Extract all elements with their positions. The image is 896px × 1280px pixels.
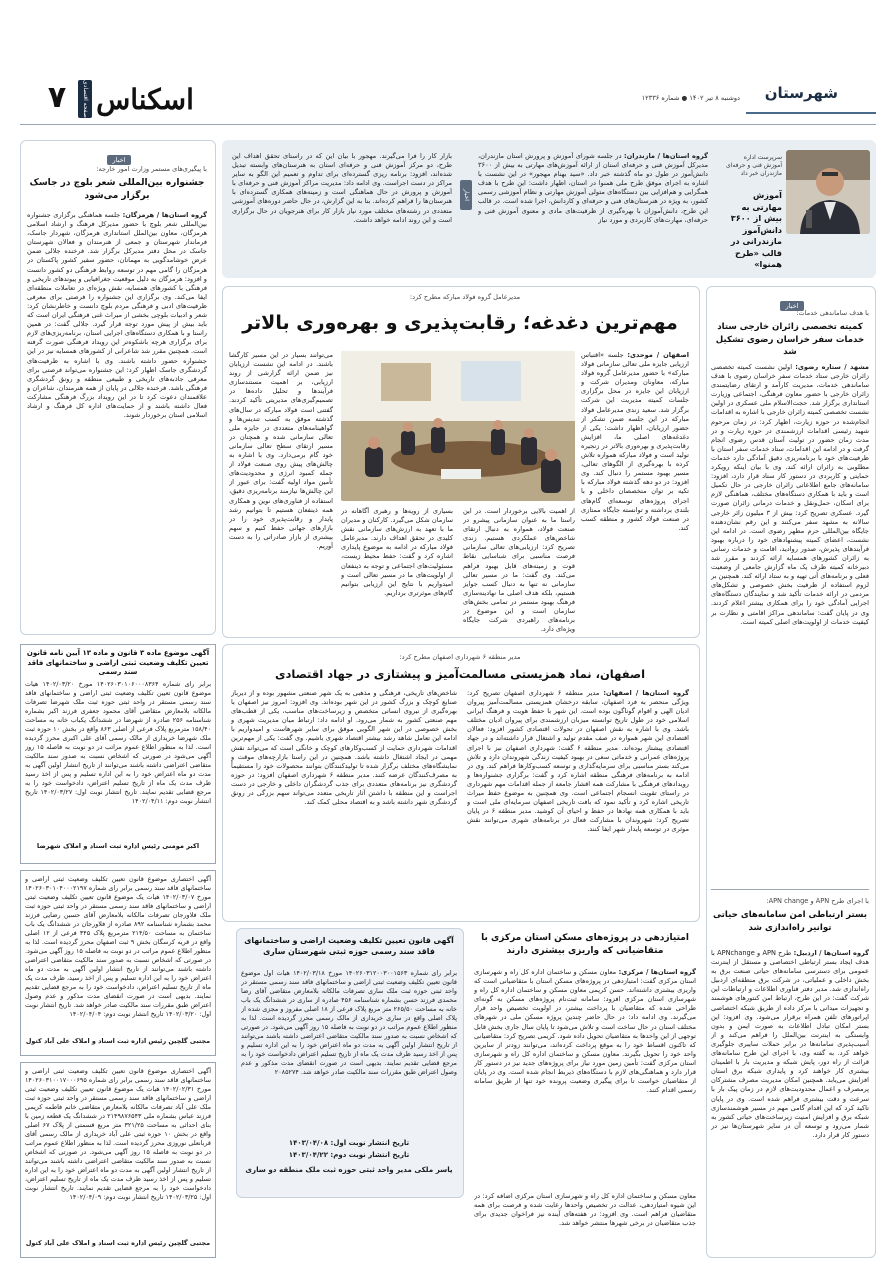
right-sidebar-tag: اخبار: [780, 301, 805, 311]
masthead-divider: [20, 124, 876, 125]
top-story-col1: [478, 152, 708, 270]
ad-falavarjan: [20, 870, 216, 1056]
left-sidebar-tag: اخبار: [107, 155, 132, 165]
top-story-col2: بازار کار را فرا می‌گیرند. مهجور با بیان این که در راستای تحقق اهداف این طرح، دو مرکز آموزش فنی و حرفه‌ای استان به هنرستان‌های وابسته تبدیل شده‌اند، افزود: برنامه ریزی گسترده‌ای برای تداوم و تعمیم این الگو به سایر مراکز در دست اجراست. وی ادامه داد: مدیریت مراکز آموزش فنی و حرفه‌ای با آموزش و پرورش در حال هماهنگی است و زمینه‌های همکاری گسترده‌ای با هنرستان‌ها را فراهم کرده‌اند. بنا به این گزارش، در حال حاضر دوره‌های آموزشی متعددی در رشته‌های مختلف مورد نیاز بازار کار برای هنرجویان در حال برگزاری است و این روند ادامه خواهد داشت.: [232, 152, 452, 224]
left-sidebar-source: گروه استان‌ها / هرمزگان:: [122, 211, 207, 219]
top-story-body1: در جلسه شورای آموزش و پرورش استان مازندران، مدیرکل آموزش فنی و حرفه‌ای استان از ارائه آموزش‌های مهارتی به بیش از ۳۶۰۰ دانش‌آموز در طول دو ماه گذشته خبر داد. «سید بهنام مهجور» در این نشست با اشاره به اجرای موفق طرح ملی همنوا در استان، اظهار داشت: این طرح با هدف همگرایی و هم‌افزایی بین دستگاه‌های متولی آموزش مهارتی و نظام آموزشی رسمی کشور، به ویژه در هنرستان‌های فنی و حرفه‌ای و کاردانش، اجرا شده است. در قالب این طرح، دانش‌آموزان با بهره‌گیری از ظرفیت‌های مادی و معنوی آموزش فنی و حرفه‌ای، مهارت‌های کاربردی و مورد نیاز: [478, 152, 708, 224]
ad-sari: [236, 928, 464, 1198]
mid-story-text1: مدیر منطقه ۶ شهرداری اصفهان تصریح کرد: ویژگی منحصر به فرد اصفهان، سابقه درخشان همزیستی مسالمت‌آمیز پیروان ادیان الهی و اقوام گوناگون بوده است. این شهر با حفظ هویت و فرهنگ ایرانی اسلامی خود در طول تاریخ توانسته میزبان ارزشمندی برای پیروان ادیان مختلف باشد. وی با اشاره به نقش اصفهان در تحولات اقتصادی کشور افزود: فعالان اقتصادی این شهر همواره در صف مقدم تولید و اشتغال قرار داشته‌اند و در جهاد اقتصادی پیشتاز بوده‌اند. مدیر منطقه ۶ گفت: شهرداری اصفهان نیز با اجرای پروژه‌های عمرانی و خدماتی سعی در بهبود کیفیت زندگی شهروندان دارد و تلاش می‌کند بستر مناسبی برای سرمایه‌گذاری و توسعه کسب‌وکارها فراهم کند. وی در ادامه به برنامه‌های فرهنگی منطقه اشاره کرد و گفت: برگزاری جشنواره‌ها و رویدادهای فرهنگی با مشارکت همه اقشار جامعه از جمله اقدامات مهم شهرداری در راستای تقویت انسجام اجتماعی است. وی همچنین به موضوع حفظ میراث تاریخی اشاره کرد و تأکید نمود که بافت تاریخی اصفهان سرمایه‌ای ملی است و باید با همکاری همه نهادها در حفظ و احیای آن کوشید. مدیر منطقه ۶ در پایان تصریح کرد: شهروندان با مشارکت فعال در برنامه‌های شهری می‌توانند نقش موثری در توسعه پایدار شهر ایفا کنند.: [467, 689, 689, 834]
ad-shahreza-body: برابر رای شماره ۱۴۰۲۶۰۳۰۱۰۶۰۰۰۸۳۶۴ مورخ ۱۴۰۲/۰۳/۲۰ هیات موضوع قانون تعیین تکلیف وضعیت ثبتی اراضی و ساختمانهای فاقد سند رسمی مستقر در واحد ثبتی حوزه ثبت ملک شهرضا تصرفات مالکانه بلامعارض متقاضی آقای محمود جعفری فرزند اکبر بشماره شناسنامه ۲۵۶ صادره از شهرضا در ششدانگ یکباب خانه به مساحت ۱۵۸/۴۰ مترمربع پلاک فرعی از اصلی ۸۶۳ واقع در بخش ۱۰ حوزه ثبت ملک شهرضا خریداری از مالک رسمی آقای علی اکبری محرز گردیده است. لذا به منظور اطلاع عموم مراتب در دو نوبت به فاصله ۱۵ روز آگهی می‌شود در صورتی که اشخاص نسبت به صدور سند مالکیت متقاضی اعتراضی داشته باشند می‌توانند از تاریخ انتشار اولین آگهی به مدت دو ماه اعتراض خود را به این اداره تسلیم و پس از اخذ رسید ظرف مدت یک ماه از تاریخ تسلیم اعتراض، دادخواست خود را به مرجع قضایی تقدیم نمایند. تاریخ انتشار نوبت اول: ۱۴۰۲/۰۳/۲۷ تاریخ انتشار نوبت دوم: ۱۴۰۲/۰۴/۱۱: [25, 679, 211, 805]
right-sidebar-headline: کمیته تخصصی زائران خارجی ستاد خدمات سفر خراسان رضوی تشکیل شد: [715, 322, 865, 357]
main-story: [222, 286, 700, 638]
ad-sari-date1: تاریخ انتشار نوبت اول: ۱۴۰۳/۰۴/۰۸: [288, 1139, 410, 1147]
ad-shahreza-title: آگهی موضوع ماده ۳ قانون و ماده ۱۳ آیین نامه قانون تعیین تکلیف وضعیت ثبتی اراضی و ساختمانهای فاقد سند رسمی: [26, 649, 210, 676]
right-sidebar-source2: گروه استان‌ها / اردبیل:: [793, 949, 869, 957]
right-sidebar-body: [711, 363, 869, 883]
housing-body: [474, 968, 696, 1188]
mid-story-source: گروه استان‌ها / اصفهان:: [603, 689, 689, 697]
housing-text: معاون مسکن و ساختمان اداره کل راه و شهرسازی استان مرکزی گفت: امتیازدهی در پروژه‌های مسکن استان با متقاضیانی است که واریزی بیشتری داشته‌اند. حسن کریمی معاون مسکن و ساختمان اداره کل راه و شهرسازی استان مرکزی افزود: سامانه ثبت‌نام پروژه‌های مسکن به گونه‌ای طراحی شده که متقاضیان با پرداخت بیشتر، در اولویت تخصیص واحد قرار می‌گیرند. وی ادامه داد: در حال حاضر چندین پروژه مسکن ملی در شهرهای مختلف استان در حال ساخت است و تلاش می‌شود تا پایان سال جاری بخش قابل توجهی از این واحدها به متقاضیان تحویل داده شود. کریمی تصریح کرد: متقاضیانی که تاکنون اقساط خود را به موقع پرداخت کرده‌اند، می‌توانند زودتر از سایرین واحد خود را تحویل بگیرند. معاون مسکن و ساختمان اداره کل راه و شهرسازی استان مرکزی گفت: تأمین زمین مورد نیاز برای پروژه‌های جدید نیز در دستور کار قرار دارد و هماهنگی‌های لازم با دستگاه‌های ذیربط انجام شده است. وی در پایان از متقاضیان خواست تا برای پیگیری وضعیت پرونده خود تنها از طریق سامانه رسمی اقدام کنند.: [474, 968, 696, 1095]
ad-shahreza-sign: اکبر مومنی رئیس اداره ثبت اسناد و املاک شهرضا: [36, 841, 200, 850]
top-story-source: گروه استان‌ها / مازندران:: [624, 152, 708, 160]
right-sidebar-kicker: با هدف ساماندهی خدمات:: [796, 309, 869, 317]
top-story-panel: [222, 140, 876, 278]
left-sidebar-tag-wrap: [21, 147, 217, 166]
right-sidebar-source: مشهد / ستاره رضوی:: [795, 363, 869, 371]
main-story-headline: مهم‌ترین دغدغه؛ رقابت‌پذیری و بهره‌وری بالاتر: [242, 312, 678, 334]
ad-sari-title: آگهی قانون تعیین تکلیف وضعیت اراضی و ساختمانهای فاقد سند رسمی حوزه ثبتی شهرستان ساری: [244, 936, 454, 956]
ad-sari-sign: یاسر ملکی مدیر واحد ثبتی حوزه ثبت ملک منطقه دو ساری: [245, 1165, 453, 1174]
ad-sari-body: برابر رای شماره ۱۴۰۲۶۰۳۱۲۰۰۳۰۰۱۵۶۳ مورخ ۱۴۰۲/۰۳/۱۸ هیات اول موضوع قانون تعیین تکلیف وضعیت ثبتی اراضی و ساختمانهای فاقد سند رسمی مستقر در واحد ثبتی حوزه ثبت ملک ساری تصرفات مالکانه بلامعارض متقاضی آقای رضا محمدی فرزند حسن بشماره شناسنامه ۴۵۶ صادره از ساری در ششدانگ یک باب خانه به مساحت ۲۶۵/۵۰ متر مربع پلاک فرعی از ۱۸ اصلی مفروز و مجزی شده از پلاک اصلی واقع در ساری خریداری از مالک رسمی محرز گردیده است. لذا به منظور اطلاع عموم مراتب در دو نوبت به فاصله ۱۵ روز آگهی می‌شود. در صورتی که اشخاص نسبت به صدور سند مالکیت متقاضی اعتراضی داشته باشند می‌توانند از تاریخ انتشار اولین آگهی به مدت دو ماه اعتراض خود را به این اداره تسلیم و پس از اخذ رسید ظرف مدت یک ماه از تاریخ تسلیم اعتراض دادخواست خود را به مرجع قضایی تقدیم نمایند. بدیهی است در صورت انقضای مدت مذکور و عدم وصول اعتراض طبق مقررات سند مالکیت صادر خواهد شد. ۲۰۸۵۲۷۴: [241, 969, 457, 1076]
housing-source: گروه استان‌ها / مرکزی:: [618, 968, 696, 976]
right-sidebar-kicker2: با اجرای طرح APN و APN change:: [766, 897, 869, 905]
ad-falavarjan-sign: مجتبی گلچین رئیس اداره ثبت اسناد و املاک علی آباد کتول: [25, 1037, 211, 1045]
ad-aliabad-body: آگهی اختصاری موضوع قانون تعیین تکلیف وضعیت ثبتی اراضی و ساختمانهای فاقد سند رسمی برابر رای شماره ۱۴۰۲۶۰۳۱۰۰۱۷۰۰۰۶۹۵ مورخ ۱۴۰۲/۰۲/۳۱ هیات یک موضوع قانون تعیین تکلیف وضعیت ثبتی اراضی و ساختمانهای فاقد سند رسمی مستقر در واحد ثبتی حوزه ثبت ملک علی آباد تصرفات مالکانه بلامعارض متقاضی خانم فاطمه کریمی فرزند عباس بشماره ملی ۲۱۴۹۸۷۶۵۴۳ در ششدانگ یک قطعه زمین با بنای احداثی به مساحت ۳۲۱/۲۵ متر مربع قسمتی از پلاک ۶۷ اصلی واقع در بخش ۱۰ حوزه ثبتی علی آباد خریداری از مالک رسمی آقای قربانعلی نوروزی محرز گردیده است. لذا به منظور اطلاع عموم مراتب در دو نوبت به فاصله ۱۵ روز آگهی می‌شود. در صورتی که اشخاص نسبت به صدور سند مالکیت متقاضی اعتراضی داشته باشند می‌توانند از تاریخ انتشار اولین آگهی به مدت دو ماه اعتراض خود را به این اداره تسلیم و پس از اخذ رسید ظرف مدت یک ماه از تاریخ تسلیم اعتراض، دادخواست خود را به مرجع قضایی تقدیم نمایند. تاریخ انتشار نوبت اول: ۱۴۰۲/۰۳/۲۵ تاریخ انتشار نوبت دوم: ۱۴۰۲/۰۴/۰۹: [25, 1067, 211, 1201]
logo-wordmark: اسکناس: [96, 83, 194, 116]
left-sidebar-headline: جشنواره بین‌المللی شعر بلوچ در جاسک برگزار می‌شود: [29, 178, 205, 201]
top-story-headline: آموزش مهارتی به بیش از ۳۶۰۰ دانش‌آموز مازندرانی در قالب «طرح همنوا»: [730, 190, 782, 269]
mid-story-headline: اصفهان، نماد همزیستی مسالمت‌آمیز و پیشتازی در جهاد اقتصادی: [274, 667, 646, 681]
right-sidebar-divider: [711, 889, 869, 890]
masthead: [20, 60, 876, 140]
right-sidebar-text2: طرح APN و APNchange با هدف ایجاد بستر ارتباطی اختصاصی و مستقل از اینترنت عمومی برای دسترسی سامانه‌های حیاتی صنعت برق به بخش داخلی و عملیاتی، در شرکت برق منطقه‌ای اردبیل راه‌اندازی شد. مدیر دفتر فناوری اطلاعات و ارتباطات این شرکت گفت: در این طرح، ارتباط امن کنتورهای هوشمند و تجهیزات میدانی با مرکز داده از طریق شبکه اختصاصی اپراتورهای تلفن همراه برقرار می‌شود. وی افزود: این بستر امکان تبادل اطلاعات به صورت ایمن و بدون وابستگی به اینترنت بین‌الملل را فراهم می‌کند و از آسیب‌پذیری سامانه‌ها در برابر حملات سایبری جلوگیری خواهد کرد. به گفته وی، با اجرای این طرح سامانه‌های قرائت از راه دور، پایش شبکه و مدیریت بار با اطمینان بیشتری کار خواهند کرد و پایداری شبکه برق استان افزایش می‌یابد. همچنین امکان مدیریت مصرف مشترکان پرمصرف و اعمال محدودیت‌های لازم در زمان پیک بار با سرعت و دقت بیشتری فراهم شده است. وی در پایان تاکید کرد که این اقدام گامی مهم در مسیر هوشمندسازی شبکه برق و افزایش امنیت زیرساخت‌های حیاتی کشور به شمار می‌رود و توسعه آن در سایر شهرستان‌ها نیز در دستور کار قرار دارد.: [711, 949, 869, 1139]
ad-aliabad: [20, 1062, 216, 1258]
page-number: ۷: [47, 80, 67, 115]
main-story-col-right: [581, 351, 689, 633]
section-title: شهرستان: [764, 84, 838, 102]
ad-shahreza: [20, 644, 216, 864]
main-story-col-left: می‌توانند بسیار در این مسیر کارگشا باشند. در ادامه این نشست ارزیابان نیز ضمن ارائه گزارشی از روند ارزیابی، بر اهمیت مستندسازی فرآیندها و تحلیل داده‌ها در تصمیم‌گیری‌های مدیریتی تأکید کردند. گفتنی است فولاد مبارکه در سال‌های گذشته موفق به کسب تندیس‌ها و گواهینامه‌های متعددی در جایزه ملی تعالی سازمانی شده و همچنان در مسیر ارتقای سطح تعالی سازمانی خود گام برمی‌دارد. وی با اشاره به چالش‌های پیش روی صنعت فولاد از جمله کمبود انرژی و محدودیت‌های تأمین مواد اولیه گفت: برای عبور از این چالش‌ها نیازمند برنامه‌ریزی دقیق، استفاده از فناوری‌های نوین و همکاری همه ذینفعان هستیم تا بتوانیم رشد پایدار و رقابت‌پذیری خود را در بازارهای جهانی حفظ کنیم و سهم بیشتری از بازار صادراتی را به دست آوریم.: [229, 351, 333, 550]
meeting-photo: [341, 351, 575, 501]
logo: [90, 78, 200, 124]
main-story-col-mid: از اهمیت بالایی برخوردار است. در این راستا ما به عنوان سازمانی پیشرو در صنعت فولاد، همواره به دنبال ارتقای شاخص‌های عملکردی هستیم. زندی تصریح کرد: ارزیابی‌های تعالی سازمانی فرصت مناسبی برای شناسایی نقاط قوت و زمینه‌های قابل بهبود فراهم می‌کند. وی گفت: ما در مسیر تعالی سازمانی نه تنها به دنبال کسب جوایز هستیم، بلکه هدف اصلی ما نهادینه‌سازی فرهنگ بهبود مستمر در تمامی بخش‌های سازمان است و این موضوع در برنامه‌های راهبردی شرکت جایگاه ویژه‌ای دارد.: [463, 507, 575, 633]
right-sidebar-text: اولین نشست کمیته تخصصی زائران خارجی ستاد خدمات سفر خراسان رضوی با هدف ساماندهی خدمات، مدیریت کارآمد و ارتقای رضایتمندی زائران خارجی با حضور معاون فرهنگی، اجتماعی وزیارت استانداری برگزار شد. حجت‌الاسلام ملی عسکری در اولین نشست تخصصی کمیته زائران خارجی با اشاره به اقدامات انجام‌شده در حوزه زیارت، اظهار کرد: در زمان مرحوم شهید رئیسی اقدامات ارزشمندی در حوزه زیارت و در مدت زمان حضور در تولیت آستان قدس رضوی انجام گرفت و در ادامه این اقدامات، ستاد خدمات سفر استان با ظرفیت‌های خود با برنامه‌ریزی دقیق آمادگی دارد خدمات مطلوبی به زائران ارائه کند. وی با بیان اینکه رویکرد حمایتی و کاربردی در دستور کار ستاد قرار دارد، افزود: سامانه‌های جامع اطلاعاتی زائران خارجی در حال تکمیل است و باید با همکاری دستگاه‌های مختلف، هماهنگی لازم برای اسکان، حمل‌ونقل و خدمات درمانی زائران صورت گیرد. عسکری تصریح کرد: بیش از ۳ میلیون زائر خارجی سالانه به مشهد سفر می‌کنند و این رقم نشان‌دهنده جایگاه بین‌المللی حرم مطهر رضوی است. در ادامه این نشست، اعضای کمیته پیشنهادهای خود را درباره بهبود فرآیندهای پذیرش، صدور روادید، اقامت و خدمات رسانی به زائران کشورهای همسایه ارائه کردند و مقرر شد دبیرخانه کمیته ظرف یک ماه گزارش جامعی از وضعیت فعلی و برنامه‌های آتی تهیه و به ستاد ارائه کند. همچنین بر لزوم استفاده از ظرفیت بخش خصوصی و تشکل‌های مردمی در ارائه خدمات تأکید شد و نمایندگان دستگاه‌های اجرایی آمادگی خود را برای همکاری بیشتر اعلام کردند. وی در پایان گفت: ساماندهی مراکز اقامتی و نظارت بر کیفیت خدمات از اولویت‌های اصلی کمیته است.: [711, 363, 869, 626]
left-sidebar-text: جلسه هماهنگی برگزاری جشنواره بین‌المللی شعر بلوچ با حضور مدیرکل فرهنگ و ارشاد اسلامی هرمزگان، معاون بین‌الملل استانداری هرمزگان، شهردار جاسک، فرماندار شهرستان و جمعی از هنرمندان و فعالان شهرستان جاسک در محل دفتر مدیرکل برگزار شد. فرخنده جلالی ضمن عرض خوشامدگویی به مهمانان، حضور سفیر کشور پاکستان در هرمزگان را گامی مهم در توسعه روابط فرهنگی دو کشور دانست و افزود: هرمزگان به دلیل موقعیت جغرافیایی و پیوندهای تاریخی و فرهنگی با کشورهای همسایه، نقش ویژه‌ای در تعاملات منطقه‌ای ایفا می‌کند. وی برگزاری این جشنواره را فرصتی برای معرفی ظرفیت‌های ادبی و فرهنگی مردم بلوچ دانست و خاطرنشان کرد: شعر و ادبیات بلوچی بخشی از میراث غنی فرهنگی ایران است که باید بیش از پیش مورد توجه قرار گیرد. جلالی گفت: در همین راستا و با همکاری دستگاه‌های اجرایی استان، برنامه‌ریزی‌های لازم برای برگزاری هرچه باشکوه‌تر این رویداد فرهنگی صورت گرفته است. همچنین مقرر شد شاعرانی از کشورهای همسایه نیز در این جشنواره حضور داشته باشند. وی با اشاره به ظرفیت‌های گردشگری جاسک اظهار کرد: این جشنواره می‌تواند فرصتی برای معرفی جاذبه‌های تاریخی و طبیعی منطقه و رونق گردشگری فرهنگی باشد. فرخنده جلالی در پایان از همه هنرمندان، شاعران و علاقمندان دعوت کرد تا در این رویداد بزرگ فرهنگی مشارکت فعال داشته باشند و از حمایت‌های اداره کل فرهنگ و ارشاد اسلامی استان برخوردار شوند.: [27, 211, 207, 420]
main-story-text-right: جلسه «اقتباس ارزیابی جایزه ملی تعالی سازمانی فولاد مبارکه» با حضور مدیرعامل گروه فولاد مبارکه، معاونان ومدیران شرکت و ارزیابان این جایزه در محل برگزاری جلسات کمیته مدیریت این شرکت برگزار شد. سعید زندی مدیرعامل فولاد مبارکه در این جلسه ضمن تشکر از حضور ارزیابان، اظهار داشت: یکی از دغدغه‌های اصلی ما، افزایش رقابت‌پذیری و بهره‌وری بالاتر در زنجیره تولید است و فولاد مبارکه همواره تلاش کرده با بهره‌گیری از الگوهای تعالی، مسیر بهبود مستمر را دنبال کند. وی افزود: در دو دهه گذشته فولاد مبارکه با تکیه بر توان متخصصان داخلی و با اجرای پروژه‌های توسعه‌ای گام‌های بلندی برداشته و توانسته جایگاه ممتازی در صنعت فولاد کشور و منطقه کسب کند.: [581, 351, 689, 532]
mid-story-kicker: مدیر منطقه ۶ شهرداری اصفهان مطرح کرد:: [399, 653, 521, 661]
housing-body2: معاون مسکن و ساختمان اداره کل راه و شهرسازی استان مرکزی اضافه کرد: در این شیوه امتیازدهی، عدالت در تخصیص واحدها رعایت شده و فرصت برای همه متقاضیان فراهم است. وی افزود: در هفته‌های آینده نیز فراخوان جدیدی برای جذب متقاضیان در برخی شهرها منتشر خواهد شد.: [474, 1192, 696, 1228]
top-story-photo-caption: سرپرست اداره آموزش فنی و حرفه‌ای مازندران خبر داد: [726, 154, 782, 177]
housing-story: [470, 928, 700, 1258]
right-sidebar-body2: [711, 949, 869, 1251]
ads-left-column: [20, 644, 216, 1258]
ad-sari-date2: تاریخ انتشار نوبت دوم: ۱۴۰۳/۰۴/۲۲: [288, 1151, 410, 1159]
news-tag-top: اخبار: [460, 180, 472, 210]
right-sidebar-headline2: بستر ارتباطی امن سامانه‌های حیاتی توانیر راه‌اندازی شد: [712, 910, 867, 933]
main-story-photo: [341, 351, 575, 501]
ad-aliabad-sign: مجتبی گلچین رئیس اداره ثبت اسناد و املاک علی آباد کتول: [25, 1239, 211, 1247]
section-title-box: [746, 74, 876, 114]
right-sidebar: [706, 286, 876, 1258]
portrait-image: [786, 150, 870, 234]
logo-sub: صفحه اقتصادی: [78, 80, 92, 118]
ad-falavarjan-body: آگهی اختصاری موضوع قانون تعیین تکلیف وضعیت ثبتی اراضی و ساختمانهای فاقد سند رسمی برابر رای شماره ۱۴۰۲۶۰۳۰۱۰۴۰۰۰۲۱۹۷ مورخ ۱۴۰۲/۰۳/۰۷ هیات یک موضوع قانون تعیین تکلیف وضعیت ثبتی اراضی و ساختمانهای فاقد سند رسمی مستقر در واحد ثبتی حوزه ثبت ملک فلاورجان تصرفات مالکانه بلامعارض آقای حسین رضایی فرزند محمد بشماره شناسنامه ۸۹۲ صادره از فلاورجان در ششدانگ یک باب ساختمان به مساحت ۲۱۴/۵۰ مترمربع پلاک ۳۴۵ فرعی از ۱۲ اصلی واقع در قریه کرسگان بخش ۹ ثبت اصفهان محرز گردیده است. لذا به منظور اطلاع عموم مراتب در دو نوبت به فاصله ۱۵ روز آگهی می‌شود. در صورتی که اشخاص نسبت به صدور سند مالکیت متقاضی اعتراضی داشته باشند می‌توانند از تاریخ انتشار اولین آگهی به مدت دو ماه اعتراض خود را به این اداره تسلیم و پس از اخذ رسید، ظرف مدت یک ماه از تاریخ تسلیم اعتراض، دادخواست خود را به مرجع قضایی تقدیم نمایند. بدیهی است در صورت انقضای مدت مذکور و عدم وصول اعتراض طبق مقررات سند مالکیت صادر خواهد شد. تاریخ انتشار نوبت اول: ۱۴۰۲/۰۳/۲۰ تاریخ انتشار نوبت دوم: ۱۴۰۲/۰۴/۰۴: [25, 875, 211, 1018]
housing-headline: امتیازدهی در پروژه‌های مسکن استان مرکزی با متقاضیانی که واریزی بیشتری دارند: [481, 933, 689, 956]
main-story-source: اصفهان / موحدی:: [627, 351, 689, 359]
left-sidebar-kicker: با پیگیری‌های مستمر وزارت امور خارجه:: [96, 165, 207, 173]
mid-story-col1: [467, 689, 689, 917]
main-story-col-mid2: بسیاری از رویه‌ها و رهبری آگاهانه در سازمان شکل می‌گیرد. کارکنان و مدیران ما با تعهد به ارزش‌های سازمانی نقش کلیدی در تحقق اهداف دارند. مدیرعامل فولاد مبارکه در ادامه به موضوع پایداری اشاره کرد و گفت: حفظ محیط زیست، مسئولیت‌های اجتماعی و توجه به ذینفعان از اولویت‌های ما در مسیر تعالی است و امیدواریم با نتایج این ارزیابی بتوانیم گام‌های موثرتری برداریم.: [341, 507, 453, 597]
mid-story: [222, 644, 700, 922]
left-sidebar-body: [27, 211, 207, 629]
date-line: دوشنبه ۸ تیر ۱۴۰۲ ● شماره ۱۲۳۳۶: [641, 94, 740, 102]
top-story-photo: [786, 150, 870, 234]
mid-story-col2: شاخص‌های تاریخی، فرهنگی و مذهبی به یک شهر صنعتی مشهور بوده و از دیرباز صنایع کوچک و بزرگ کشور در این شهر بوده‌اند. وی افزود: امروز نیز اصفهان با بهره‌گیری از نیروی انسانی متخصص و زیرساخت‌های مناسب، یکی از قطب‌های مهم صنعتی کشور به شمار می‌رود. او ادامه داد: ارتباط میان مدیریت شهری و بخش خصوصی در این شهر الگویی موفق برای سایر شهرهاست و امیدواریم با ادامه این تعامل شاهد رشد بیشتر اقتصاد شهری باشیم. وی گفت: یکی از مهم‌ترین اقدامات شهرداری حمایت از کسب‌وکارهای کوچک و خانگی است که می‌تواند نقش مهمی در ایجاد اشتغال داشته باشد. همچنین در این راستا بازارچه‌های موقت و نمایشگاه‌های مختلف برگزار شده تا تولیدکنندگان بتوانند محصولات خود را مستقیماً به مصرف‌کنندگان عرضه کنند. مدیر منطقه ۶ شهرداری اصفهان افزود: در حوزه گردشگری نیز برنامه‌های متعددی برای جذب گردشگران داخلی و خارجی در دست اجراست و این منطقه با داشتن آثار تاریخی متعدد می‌تواند سهم بزرگی در رونق گردشگری شهر داشته باشد و به اقتصاد محلی کمک کند.: [231, 689, 457, 807]
left-sidebar: [20, 140, 216, 635]
main-story-kicker: مدیرعامل گروه فولاد مبارکه مطرح کرد:: [409, 293, 521, 301]
